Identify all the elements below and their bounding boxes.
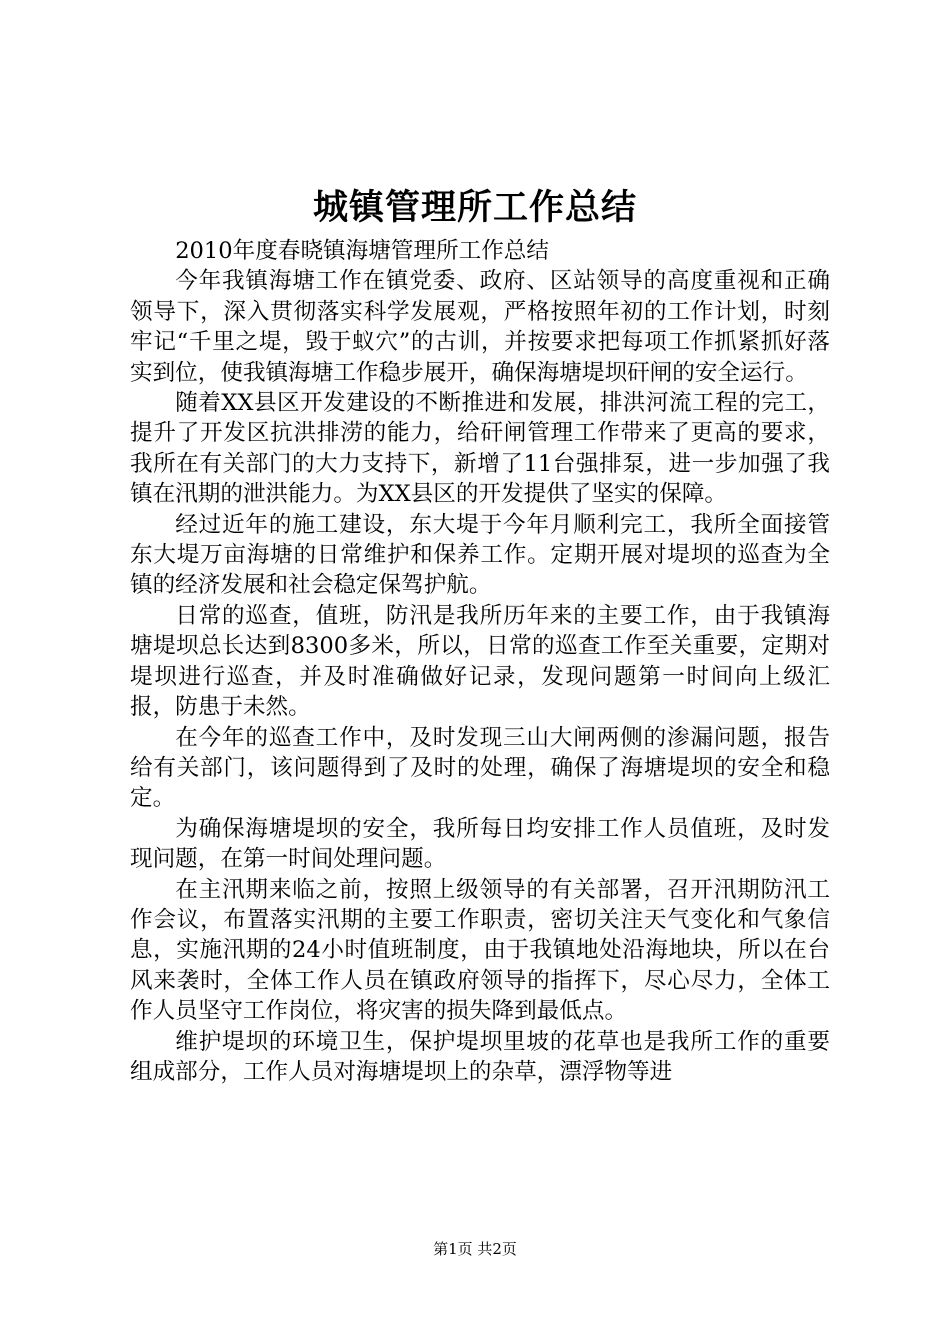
paragraph: 经过近年的施工建设，东大堤于今年月顺利完工，我所全面接管东大堤万亩海塘的日常维护和保养工作。定期开展对堤坝的巡查为全镇的经济发展和社会稳定保驾护航。 [130, 511, 830, 599]
paragraph: 随着XX县区开发建设的不断推进和发展，排洪河流工程的完工，提升了开发区抗洪排涝的能力，给矸闸管理工作带来了更高的要求，我所在有关部门的大力支持下，新增了11台强排泵，进一步加强了我镇在汛期的泄洪能力。为XX县区的开发提供了坚实的保障。 [130, 390, 830, 508]
paragraph: 为确保海塘堤坝的安全，我所每日均安排工作人员值班，及时发现问题，在第一时间处理问题。 [130, 815, 830, 873]
page-number-footer: 第1页 共2页 [433, 1240, 517, 1258]
paragraph-subtitle: 2010年度春晓镇海塘管理所工作总结 [175, 238, 549, 264]
paragraph: 维护堤坝的环境卫生，保护堤坝里坡的花草也是我所工作的重要组成部分，工作人员对海塘堤坝上的杂草，漂浮物等进 [130, 1028, 830, 1085]
paragraph: 在今年的巡查工作中，及时发现三山大闸两侧的渗漏问题，报告给有关部门，该问题得到了及时的处理，确保了海塘堤坝的安全和稳定。 [130, 724, 830, 812]
paragraph: 在主汛期来临之前，按照上级领导的有关部署，召开汛期防汛工作会议，布置落实汛期的主要工作职责，密切关注天气变化和气象信息，实施汛期的24小时值班制度，由于我镇地处沿海地块，所以在台风来袭时，全体工作人员在镇政府领导的指挥下，尽心尽力，全体工作人员坚守工作岗位，将灾害的损失降到最低点。 [130, 876, 830, 1025]
document-body [130, 236, 830, 1087]
paragraph: 今年我镇海塘工作在镇党委、政府、区站领导的高度重视和正确领导下，深入贯彻落实科学发展观，严格按照年初的工作计划，时刻牢记“千里之堤，毁于蚁穴”的古训，并按要求把每项工作抓紧抓好落实到位，使我镇海塘工作稳步展开，确保海塘堤坝矸闸的安全运行。 [130, 268, 830, 386]
document-title: 城镇管理所工作总结 [312, 187, 637, 228]
paragraph: 日常的巡查，值班，防汛是我所历年来的主要工作，由于我镇海塘堤坝总长达到8300多米，所以，日常的巡查工作至关重要，定期对堤坝进行巡查，并及时准确做好记录，发现问题第一时间向上级汇报，防患于未然。 [130, 602, 830, 721]
